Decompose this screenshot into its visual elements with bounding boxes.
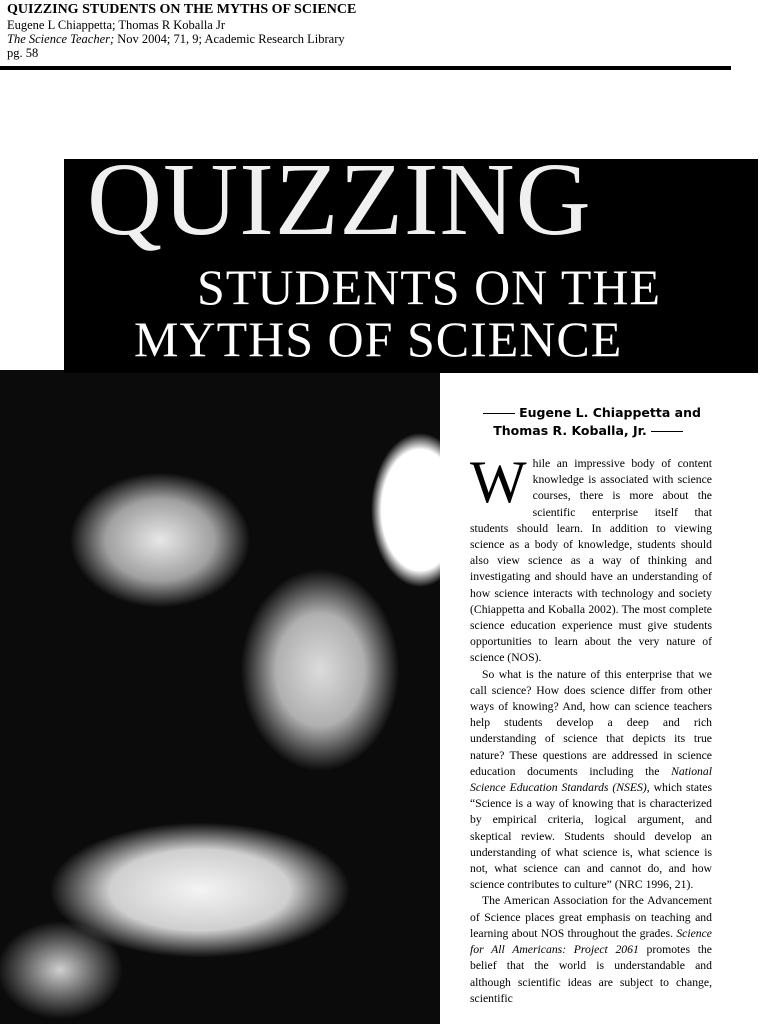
paragraph-3-text-b: promotes the belief that the world is understandable and although scientific ideas are subject to change, scientific [470,943,712,1005]
paragraph-2 [470,667,712,894]
byline [470,404,710,440]
headline-block [64,142,758,373]
citation-source [7,32,747,46]
byline-author-2: Thomas R. Koballa, Jr. [493,423,647,438]
paragraph-1 [470,449,712,667]
paragraph-1-text: hile an impressive body of content knowledge is associated with science courses, there is more about the scientific enterprise itself that students should learn. In addition to viewing science as a body of knowledge, students should also view science as a way of thinking and investigating and should have an understanding of how science interacts with technology and society (Chiappetta and Koballa 2002). The most complete science education experience must give students opportunities to learn about the very nature of science (NOS). [470,457,712,665]
paragraph-2-text-b: which states “Science is a way of knowing that is characterized by empirical criteria, logical argument, and skeptical review. Students should develop an understanding of what science is, what science is not, what science can and cannot do, and how science contributes to culture” (NRC 1996, 21). [470,781,712,892]
citation-journal: The Science Teacher; [7,32,115,46]
headline-line-2: STUDENTS ON THE [197,259,662,315]
header-divider [0,66,731,70]
headline-line-1: QUIZZING [87,142,592,257]
paragraph-3-text-a: The American Association for the Advancement of Science places great emphasis on teaching and learning about NOS throughout the grades. [470,894,712,940]
byline-rule-left [483,413,515,414]
paragraph-2-italic: National Science Education Standards (NSES), [470,764,712,795]
paragraph-3-italic: Science for All Americans: Project 2061 [470,926,712,957]
article-body [470,449,712,1007]
byline-rule-right [651,431,683,432]
citation-issue: Nov 2004; 71, 9; Academic Research Library [114,32,345,46]
byline-author-1: Eugene L. Chiappetta and [519,405,701,420]
byline-author-1-row [470,404,710,422]
paragraph-2-text-a: So what is the nature of this enterprise that we call science? How does science differ from other ways of knowing? And, how can science teachers help students develop a deep and rich understanding of science that depicts its true nature? These questions are addressed in science education documents including the [470,667,712,778]
citation-page: pg. 58 [7,46,39,60]
headline-line-3: MYTHS OF SCIENCE [134,311,623,367]
drop-cap: W [470,449,527,515]
citation-authors: Eugene L Chiappetta; Thomas R Koballa Jr [7,18,226,32]
citation-title: QUIZZING STUDENTS ON THE MYTHS OF SCIENCE [7,2,357,17]
citation-header [7,2,747,60]
paragraph-3 [470,893,712,1006]
byline-author-2-row [470,422,710,440]
article-photo [0,370,440,1024]
